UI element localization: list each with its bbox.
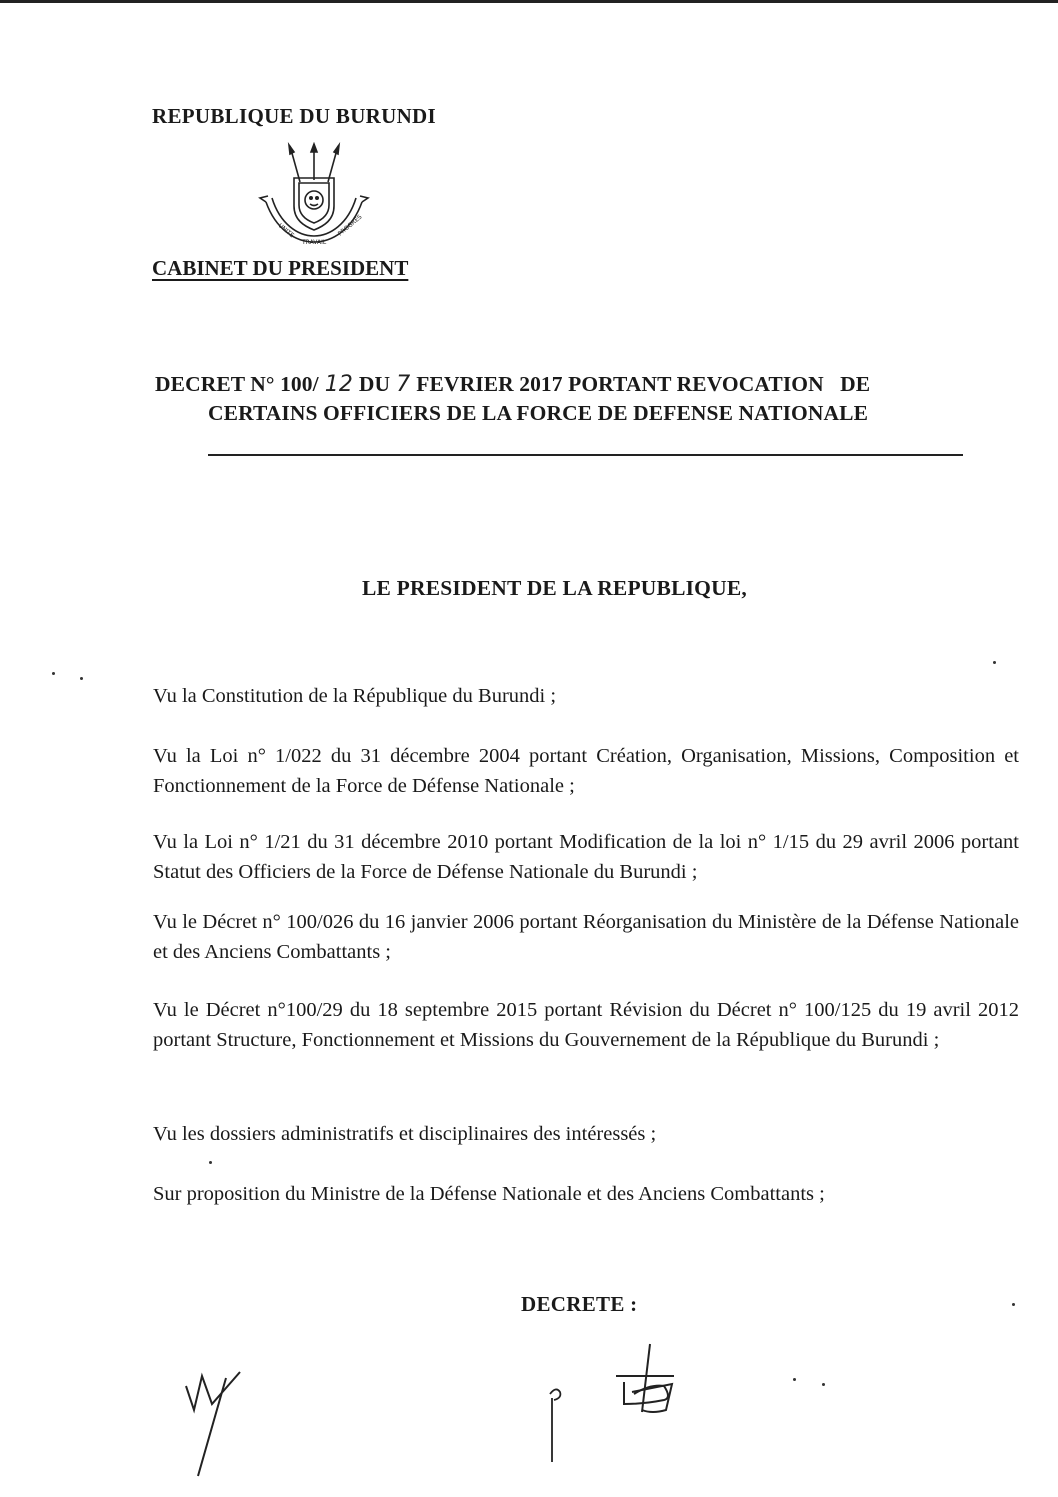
burundi-coat-of-arms-icon (258, 142, 370, 254)
decrete-heading: DECRETE : (521, 1292, 638, 1316)
decree-title-line1 (155, 370, 1027, 399)
consideration-constitution: Vu la Constitution de la République du Burundi ; (153, 685, 557, 707)
consideration-loi-2004: Vu la Loi n° 1/022 du 31 décembre 2004 portant Création, Organisation, Missions, Composition et Fonctionnement de la Force de Défense Nationale ; (153, 745, 1019, 797)
consideration-loi-2010: Vu la Loi n° 1/21 du 31 décembre 2010 portant Modification de la loi n° 1/15 du 29 avril 2006 portant Statut des Officiers de la Force de Défense Nationale du Burundi ; (153, 831, 1019, 883)
emblem-motto-progres: PROGRES (336, 213, 364, 238)
country-heading: REPUBLIQUE DU BURUNDI (152, 104, 436, 128)
consideration-decret-2015: Vu le Décret n°100/29 du 18 septembre 2015 portant Révision du Décret n° 100/125 du 19 avril 2012 portant Structure, Fonctionnement et Missions du Gouvernement de la République du Burundi ; (153, 999, 1019, 1051)
decree-number-prefix: DECRET N° 100/ (155, 372, 319, 396)
handwritten-day: 7 (396, 372, 411, 397)
decree-title-rest: FEVRIER 2017 PORTANT REVOCATION DE (416, 372, 871, 396)
consideration-proposition: Sur proposition du Ministre de la Défense Nationale et des Anciens Combattants ; (153, 1183, 825, 1205)
consideration-dossiers: Vu les dossiers administratifs et disciplinaires des intéressés ; (153, 1123, 657, 1145)
handwritten-decree-number: 12 (324, 372, 353, 397)
top-border-line (0, 0, 1058, 3)
consideration-decret-2006: Vu le Décret n° 100/026 du 16 janvier 2006 portant Réorganisation du Ministère de la Défense Nationale et des Anciens Combattants ; (153, 911, 1019, 963)
emblem-motto-unite: UNITE (276, 222, 296, 240)
cabinet-heading: CABINET DU PRESIDENT (152, 256, 409, 280)
decree-title-line2: CERTAINS OFFICIERS DE LA FORCE DE DEFENSE NATIONALE (208, 401, 869, 425)
decree-title (155, 370, 1027, 428)
initials-signature-left (180, 1364, 250, 1484)
emblem-motto-travail: TRAVAIL (302, 239, 327, 246)
decree-du: DU (358, 372, 391, 396)
initials-signature-right (540, 1332, 690, 1472)
title-underline (208, 454, 963, 456)
president-heading: LE PRESIDENT DE LA REPUBLIQUE, (362, 576, 747, 600)
